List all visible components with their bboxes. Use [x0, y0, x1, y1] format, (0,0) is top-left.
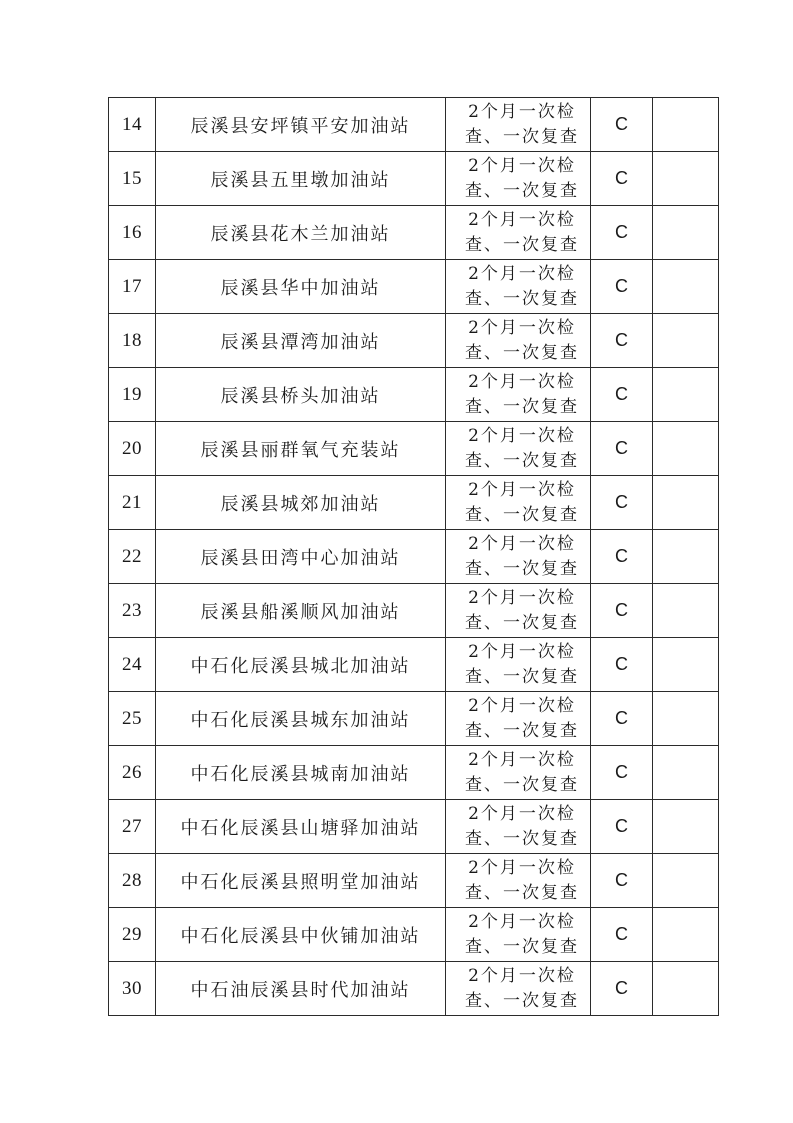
risk-grade: C [591, 638, 653, 692]
table-row [109, 800, 719, 854]
table-row [109, 908, 719, 962]
inspection-frequency [446, 314, 591, 368]
remark-cell [653, 422, 719, 476]
risk-grade: C [591, 692, 653, 746]
station-name: 辰溪县丽群氧气充装站 [156, 422, 446, 476]
frequency-line-2: 查、一次复查 [465, 396, 579, 417]
table-row [109, 854, 719, 908]
table-row [109, 476, 719, 530]
frequency-line-2: 查、一次复查 [465, 450, 579, 471]
inspection-frequency [446, 152, 591, 206]
frequency-line-2: 查、一次复查 [465, 126, 579, 147]
inspection-table [108, 97, 719, 1016]
table-row [109, 746, 719, 800]
inspection-frequency [446, 746, 591, 800]
risk-grade: C [591, 908, 653, 962]
frequency-line-1: 2个月一次检 [468, 155, 576, 176]
frequency-line-1: 2个月一次检 [468, 425, 576, 446]
frequency-line-1: 2个月一次检 [468, 857, 576, 878]
row-number: 23 [109, 584, 156, 638]
frequency-line-2: 查、一次复查 [465, 234, 579, 255]
remark-cell [653, 584, 719, 638]
inspection-frequency [446, 260, 591, 314]
row-number: 21 [109, 476, 156, 530]
inspection-frequency [446, 584, 591, 638]
risk-grade: C [591, 260, 653, 314]
risk-grade: C [591, 800, 653, 854]
remark-cell [653, 314, 719, 368]
table-row [109, 314, 719, 368]
row-number: 24 [109, 638, 156, 692]
frequency-line-1: 2个月一次检 [468, 371, 576, 392]
risk-grade: C [591, 368, 653, 422]
inspection-frequency [446, 908, 591, 962]
inspection-frequency [446, 638, 591, 692]
risk-grade: C [591, 152, 653, 206]
row-number: 29 [109, 908, 156, 962]
table-row [109, 152, 719, 206]
remark-cell [653, 206, 719, 260]
inspection-frequency [446, 854, 591, 908]
row-number: 30 [109, 962, 156, 1016]
frequency-line-1: 2个月一次检 [468, 965, 576, 986]
inspection-frequency [446, 206, 591, 260]
table-row [109, 98, 719, 152]
remark-cell [653, 476, 719, 530]
row-number: 18 [109, 314, 156, 368]
frequency-line-2: 查、一次复查 [465, 504, 579, 525]
station-name: 辰溪县桥头加油站 [156, 368, 446, 422]
frequency-line-1: 2个月一次检 [468, 641, 576, 662]
table-row [109, 638, 719, 692]
remark-cell [653, 638, 719, 692]
risk-grade: C [591, 422, 653, 476]
station-name: 辰溪县花木兰加油站 [156, 206, 446, 260]
station-name: 辰溪县船溪顺风加油站 [156, 584, 446, 638]
table-row [109, 260, 719, 314]
frequency-line-1: 2个月一次检 [468, 911, 576, 932]
table-row [109, 530, 719, 584]
row-number: 28 [109, 854, 156, 908]
frequency-line-1: 2个月一次检 [468, 209, 576, 230]
inspection-frequency [446, 422, 591, 476]
row-number: 22 [109, 530, 156, 584]
station-name: 中石化辰溪县城北加油站 [156, 638, 446, 692]
row-number: 27 [109, 800, 156, 854]
frequency-line-1: 2个月一次检 [468, 317, 576, 338]
frequency-line-2: 查、一次复查 [465, 612, 579, 633]
row-number: 14 [109, 98, 156, 152]
remark-cell [653, 530, 719, 584]
remark-cell [653, 368, 719, 422]
row-number: 25 [109, 692, 156, 746]
inspection-frequency [446, 98, 591, 152]
table-row [109, 422, 719, 476]
frequency-line-2: 查、一次复查 [465, 180, 579, 201]
inspection-frequency [446, 530, 591, 584]
station-name: 辰溪县田湾中心加油站 [156, 530, 446, 584]
inspection-frequency [446, 368, 591, 422]
risk-grade: C [591, 854, 653, 908]
risk-grade: C [591, 746, 653, 800]
remark-cell [653, 152, 719, 206]
station-name: 辰溪县五里墩加油站 [156, 152, 446, 206]
inspection-frequency [446, 476, 591, 530]
row-number: 17 [109, 260, 156, 314]
frequency-line-2: 查、一次复查 [465, 990, 579, 1011]
risk-grade: C [591, 98, 653, 152]
table-row [109, 584, 719, 638]
remark-cell [653, 800, 719, 854]
station-name: 辰溪县城郊加油站 [156, 476, 446, 530]
frequency-line-1: 2个月一次检 [468, 263, 576, 284]
table-row [109, 962, 719, 1016]
frequency-line-1: 2个月一次检 [468, 101, 576, 122]
remark-cell [653, 692, 719, 746]
station-name: 辰溪县华中加油站 [156, 260, 446, 314]
row-number: 16 [109, 206, 156, 260]
risk-grade: C [591, 962, 653, 1016]
remark-cell [653, 746, 719, 800]
station-name: 中石油辰溪县时代加油站 [156, 962, 446, 1016]
remark-cell [653, 962, 719, 1016]
frequency-line-2: 查、一次复查 [465, 774, 579, 795]
row-number: 19 [109, 368, 156, 422]
table-row [109, 206, 719, 260]
remark-cell [653, 908, 719, 962]
station-name: 中石化辰溪县中伙铺加油站 [156, 908, 446, 962]
frequency-line-1: 2个月一次检 [468, 749, 576, 770]
remark-cell [653, 260, 719, 314]
frequency-line-2: 查、一次复查 [465, 720, 579, 741]
station-name: 中石化辰溪县城东加油站 [156, 692, 446, 746]
table-body [109, 98, 719, 1016]
station-name: 中石化辰溪县山塘驿加油站 [156, 800, 446, 854]
row-number: 20 [109, 422, 156, 476]
remark-cell [653, 98, 719, 152]
station-name: 中石化辰溪县照明堂加油站 [156, 854, 446, 908]
frequency-line-2: 查、一次复查 [465, 828, 579, 849]
frequency-line-2: 查、一次复查 [465, 558, 579, 579]
inspection-frequency [446, 800, 591, 854]
risk-grade: C [591, 584, 653, 638]
frequency-line-2: 查、一次复查 [465, 288, 579, 309]
risk-grade: C [591, 476, 653, 530]
row-number: 15 [109, 152, 156, 206]
frequency-line-2: 查、一次复查 [465, 882, 579, 903]
frequency-line-2: 查、一次复查 [465, 666, 579, 687]
table-row [109, 692, 719, 746]
frequency-line-1: 2个月一次检 [468, 695, 576, 716]
frequency-line-1: 2个月一次检 [468, 479, 576, 500]
row-number: 26 [109, 746, 156, 800]
frequency-line-1: 2个月一次检 [468, 803, 576, 824]
remark-cell [653, 854, 719, 908]
station-name: 辰溪县潭湾加油站 [156, 314, 446, 368]
frequency-line-1: 2个月一次检 [468, 533, 576, 554]
station-name: 中石化辰溪县城南加油站 [156, 746, 446, 800]
frequency-line-1: 2个月一次检 [468, 587, 576, 608]
risk-grade: C [591, 530, 653, 584]
frequency-line-2: 查、一次复查 [465, 342, 579, 363]
inspection-frequency [446, 962, 591, 1016]
inspection-frequency [446, 692, 591, 746]
risk-grade: C [591, 314, 653, 368]
risk-grade: C [591, 206, 653, 260]
station-name: 辰溪县安坪镇平安加油站 [156, 98, 446, 152]
table-row [109, 368, 719, 422]
frequency-line-2: 查、一次复查 [465, 936, 579, 957]
